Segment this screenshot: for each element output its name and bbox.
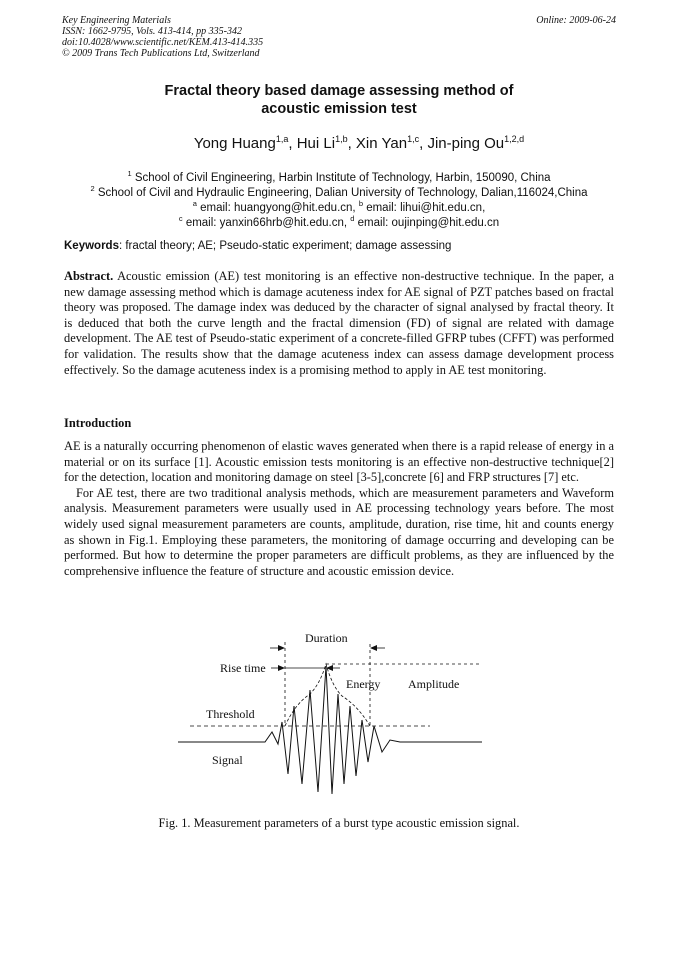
- author-name: Xin Yan: [355, 135, 408, 152]
- intro-paragraph-1: AE is a naturally occurring phenomenon of elastic waves generated when there is a rapid release of energy in a material or on its surface [1]. Acoustic emission tests monitoring is an effective non-destructive technique[2] for the detection, location and monitoring damage on steel [3-5],concrete [6] and FRP structures [7] etc.: [64, 439, 614, 485]
- email-sup: d: [350, 214, 355, 223]
- introduction-body: [64, 439, 614, 579]
- abstract-text: Acoustic emission (AE) test monitoring is an effective non-destructive technique. In the paper, a new damage assessing method which is damage acuteness index for AE signal of PZT patches based on fractal theory was proposed. The damage index was deduced by the character of signal analysed by fractal theory. It is deduced that both the curve length and the fractal dimension (FD) of signal are related with damage development. The AE test of Pseudo-static experiment of a concrete-filled GFRP tubes (CFFT) was performed for validation. The results show that the damage acuteness index can assess damage development process effectively. So the damage acuteness index is a promising method to apply in AE test monitoring.: [64, 269, 614, 377]
- arrowhead: [326, 665, 333, 671]
- keywords-text: : fractal theory; AE; Pseudo-static experiment; damage assessing: [118, 240, 452, 252]
- email-sup: a: [192, 199, 197, 208]
- affiliation-text: School of Civil and Hydraulic Engineering, Dalian University of Technology, Dalian,116024,China: [97, 186, 588, 199]
- author-sup: 1,2,d: [504, 134, 525, 144]
- arrowhead: [278, 645, 285, 651]
- journal-name: Key Engineering Materials: [62, 15, 171, 26]
- email-sup: b: [358, 199, 363, 208]
- online-date: Online: 2009-06-24: [536, 15, 616, 26]
- figure-caption: Fig. 1. Measurement parameters of a burst type acoustic emission signal.: [158, 816, 520, 830]
- arrowhead: [278, 665, 285, 671]
- label-amplitude: Amplitude: [408, 677, 460, 691]
- email-sup: c: [178, 214, 183, 223]
- author-name: Hui Li: [296, 135, 336, 152]
- abstract-label: Abstract.: [64, 269, 114, 283]
- intro-paragraph-2: For AE test, there are two traditional analysis methods, which are measurement parameters and Waveform analysis. Measurement parameters were usually used in AE processing technology years before. The most widely used signal measurement parameters are counts, amplitude, duration, rise time, hit and counts energy as shown in Fig.1. Employing these parameters, the monitoring of damage occurring and developing can be performed. But how to determine the proper parameters are difficult problems, as they are influenced by the comprehensive influence the feature of structure and acoustic emission device.: [64, 485, 614, 578]
- keywords: [64, 240, 616, 252]
- affiliation-sup: 1: [127, 169, 132, 178]
- abstract: [64, 269, 614, 378]
- affiliation-text: School of Civil Engineering, Harbin Institute of Technology, Harbin, 150090, China: [134, 171, 551, 184]
- issn-line: ISSN: 1662-9795, Vols. 413-414, pp 335-342: [62, 26, 242, 37]
- author-sup: 1,b: [335, 134, 348, 144]
- title-line-1: Fractal theory based damage assessing method of: [164, 83, 514, 99]
- email-text: email: huangyong@hit.edu.cn,: [200, 201, 356, 214]
- author-sup: 1,c: [407, 134, 420, 144]
- label-duration: Duration: [305, 631, 348, 645]
- keywords-label: Keywords: [64, 240, 119, 252]
- email-text: email: oujinping@hit.edu.cn: [357, 216, 500, 229]
- author-name: Yong Huang: [193, 135, 276, 152]
- label-energy: Energy: [346, 677, 381, 691]
- ae-signal-figure: [170, 624, 490, 814]
- author-sup: 1,a: [275, 134, 289, 144]
- paper-title: [0, 82, 678, 118]
- label-signal: Signal: [212, 753, 243, 767]
- label-threshold: Threshold: [206, 707, 255, 721]
- copyright-line: © 2009 Trans Tech Publications Ltd, Switzerland: [62, 48, 260, 59]
- introduction-heading: Introduction: [64, 416, 132, 430]
- affiliation-sup: 2: [90, 184, 95, 193]
- author-list: Yong Huang$^{1,a}$, Hui Li$^{1,b}$, Xin Yan$^{1,c}$, Jin-ping Ou$^{1,2,d}$: [193, 134, 525, 152]
- author-name: Jin-ping Ou: [427, 135, 505, 152]
- doi-line: doi:10.4028/www.scientific.net/KEM.413-414.335: [62, 37, 264, 48]
- arrowhead: [370, 645, 377, 651]
- title-line-2: acoustic emission test: [261, 101, 417, 117]
- email-text: email: yanxin66hrb@hit.edu.cn,: [185, 216, 348, 229]
- label-rise-time: Rise time: [220, 661, 266, 675]
- email-text: email: lihui@hit.edu.cn,: [366, 201, 486, 214]
- emails-line-2: [0, 211, 678, 231]
- journal-header: [62, 15, 616, 59]
